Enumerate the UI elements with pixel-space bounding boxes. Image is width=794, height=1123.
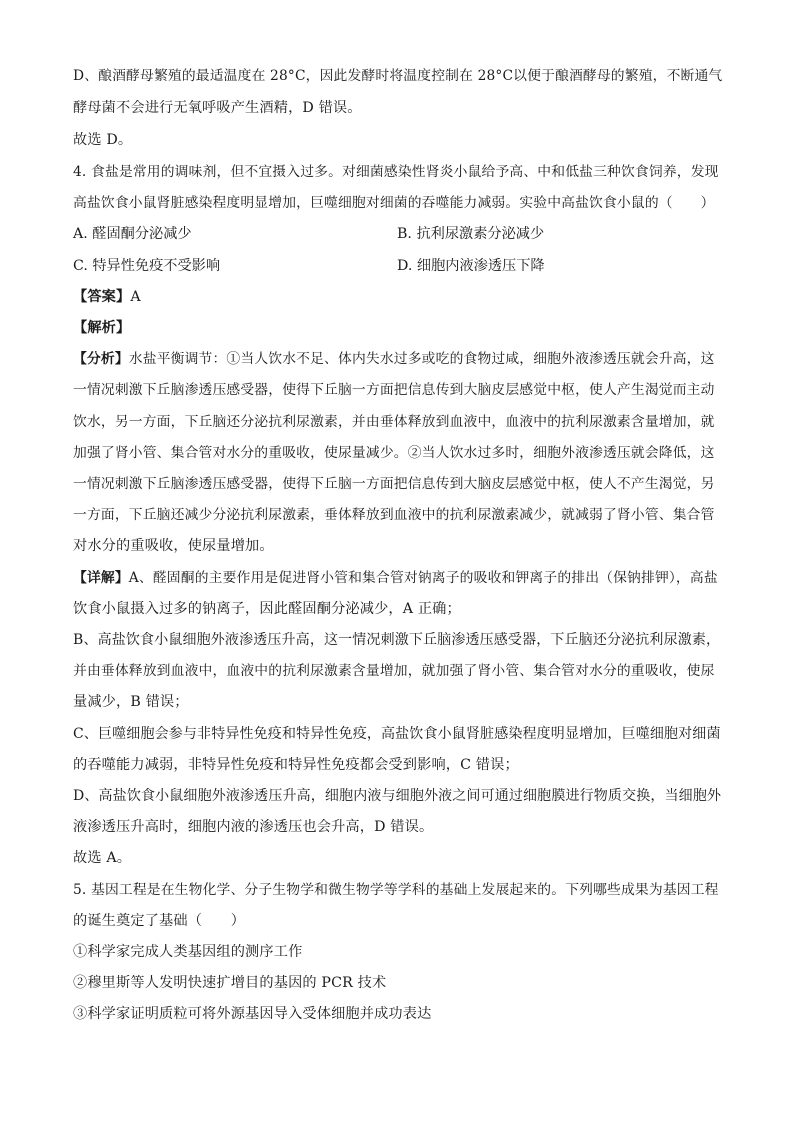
q4-answer-line: [73, 287, 141, 307]
q4-option-a: A. 醛固酮分泌减少: [73, 226, 192, 242]
q5-item-1: ①科学家完成人类基因组的测序工作: [73, 944, 303, 960]
q4-conclusion: 故选 A。: [73, 850, 132, 866]
q4-xiangjie-line-8: D、高盐饮食小鼠细胞外液渗透压升高，细胞内液与细胞外液之间可通过细胞膜进行物质交换，当细胞外: [73, 788, 722, 804]
q4-xiangjie-line-6: C、巨噬细胞会参与非特异性免疫和特异性免疫，高盐饮食小鼠肾脏感染程度明显增加，巨噬细胞对细菌: [73, 726, 721, 742]
q3-option-d-line-2: 酵母菌不会进行无氧呼吸产生酒精，D 错误。: [73, 100, 362, 116]
q4-stem-line-1: 4. 食盐是常用的调味剂，但不宜摄入过多。对细菌感染性肾炎小鼠给予高、中和低盐三种饮食饲养，发现: [73, 164, 719, 180]
q4-option-c: C. 特异性免疫不受影响: [73, 258, 221, 274]
q4-xiangjie-line-4: 并由垂体释放到血液中，血液中的抗利尿激素含量增加，就加强了肾小管、集合管对水分的重吸收，使尿: [73, 663, 715, 679]
q4-xiangjie-line-5: 量减少，B 错误；: [73, 694, 189, 710]
answer-tag: 【答案】: [73, 289, 131, 305]
q4-fenxi-line-7: 对水分的重吸收，使尿量增加。: [73, 538, 274, 554]
q4-fenxi-line-1: [73, 349, 715, 369]
q4-analysis-tag: [73, 318, 130, 338]
q5-stem-line-1: 5. 基因工程是在生物化学、分子生物学和微生物学等学科的基础上发展起来的。下列哪些成果为基因工程: [73, 882, 719, 898]
q4-option-b: B. 抗利尿激素分泌减少: [397, 226, 545, 242]
q4-xiangjie-line-2: 饮食小鼠摄入过多的钠离子，因此醛固酮分泌减少，A 正确；: [73, 601, 461, 617]
q5-stem-line-2: 的诞生奠定了基础（ ）: [73, 913, 246, 929]
xiangjie-text-1: A、醛固酮的主要作用是促进肾小管和集合管对钠离子的吸收和钾离子的排出（保钠排钾），高盐: [128, 570, 718, 586]
q4-stem-line-2: 高盐饮食小鼠肾脏感染程度明显增加，巨噬细胞对细菌的吞噬能力减弱。实验中高盐饮食小鼠的（ ）: [73, 195, 715, 211]
q4-fenxi-line-4: 加强了肾小管、集合管对水分的重吸收，使尿量减少。②当人饮水过多时，细胞外液渗透压就会降低，这: [73, 445, 715, 461]
q4-fenxi-line-5: 一情况刺激下丘脑渗透压感受器，使得下丘脑一方面把信息传到大脑皮层感觉中枢，使人不产生渴觉，另: [73, 476, 715, 492]
q5-item-2: ②穆里斯等人发明快速扩增目的基因的 PCR 技术: [73, 975, 387, 991]
q4-xiangjie-line-7: 的吞噬能力减弱，非特异性免疫和特异性免疫都会受到影响，C 错误；: [73, 757, 519, 773]
q5-item-3: ③科学家证明质粒可将外源基因导入受体细胞并成功表达: [73, 1006, 432, 1022]
xiangjie-tag: 【详解】: [73, 570, 129, 586]
q4-fenxi-line-2: 一情况刺激下丘脑渗透压感受器，使得下丘脑一方面把信息传到大脑皮层感觉中枢，使人产生渴觉而主动: [73, 382, 715, 398]
q4-fenxi-line-3: 饮水，另一方面，下丘脑还分泌抗利尿激素，并由垂体释放到血液中，血液中的抗利尿激素含量增加，就: [73, 414, 715, 430]
q4-xiangjie-line-9: 液渗透压升高时，细胞内液的渗透压也会升高，D 错误。: [73, 819, 434, 835]
fenxi-text-1: 水盐平衡调节：①当人饮水不足、体内失水过多或吃的食物过咸，细胞外液渗透压就会升高，这: [128, 351, 715, 367]
answer-value: A: [130, 289, 141, 305]
analysis-tag: 【解析】: [73, 320, 131, 336]
q4-xiangjie-line-3: B、高盐饮食小鼠细胞外液渗透压升高，这一情况刺激下丘脑渗透压感受器，下丘脑还分泌抗利尿激素，: [73, 632, 721, 648]
q4-xiangjie-line-1: [73, 568, 718, 588]
q4-fenxi-line-6: 一方面，下丘脑还减少分泌抗利尿激素，垂体释放到血液中的抗利尿激素减少，就减弱了肾小管、集合管: [73, 507, 715, 523]
q4-option-d: D. 细胞内液渗透压下降: [397, 258, 545, 274]
q3-option-d-line-1: D、酿酒酵母繁殖的最适温度在 28°C，因此发酵时将温度控制在 28°C以便于酿酒酵母的繁殖，不断通气: [73, 68, 723, 84]
fenxi-tag: 【分析】: [73, 351, 129, 367]
q3-conclusion: 故选 D。: [73, 132, 133, 148]
